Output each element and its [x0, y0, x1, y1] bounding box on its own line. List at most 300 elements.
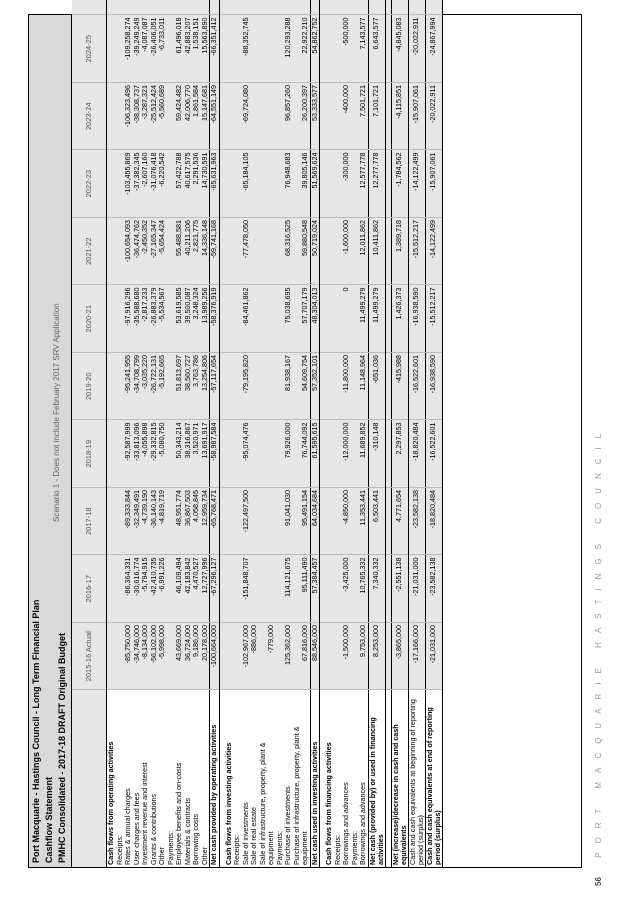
row-label: Cash and cash equivalents at end of reporting period (surplus) — [425, 690, 442, 867]
value-cell: -109,258,274 — [124, 15, 133, 83]
column-header: 2017-18 — [72, 488, 107, 556]
value-cell: 57,384,457 — [310, 555, 320, 623]
value-cell: 1,426,373 — [391, 285, 408, 353]
value-cell: -6,991,226 — [158, 555, 167, 623]
value-cell: 50,719,024 — [310, 218, 320, 286]
row-label: Employee benefits and on-costs — [175, 690, 184, 867]
value-cell — [192, 0, 201, 15]
value-cell: 2,297,853 — [391, 420, 408, 488]
value-cell: 48,951,774 — [175, 488, 184, 556]
value-cell: -95,074,476 — [242, 420, 251, 488]
value-cell: -310,148 — [368, 420, 385, 488]
value-cell: -88,352,745 — [242, 15, 251, 83]
value-cell: -4,739,190 — [141, 488, 150, 556]
value-cell: 38,316,867 — [184, 420, 193, 488]
value-cell — [116, 0, 125, 15]
table-body — [107, 0, 443, 867]
value-cell: -33,813,096 — [133, 420, 142, 488]
value-cell: -151,848,707 — [242, 555, 251, 623]
value-cell: 36,724,000 — [184, 623, 193, 691]
value-cell: 3,248,324 — [192, 285, 201, 353]
value-cell: -5,534,567 — [158, 285, 167, 353]
value-cell: 10,411,862 — [368, 218, 385, 286]
table-row — [310, 0, 320, 867]
value-cell: 50,343,214 — [175, 420, 184, 488]
value-cell — [107, 420, 116, 488]
value-cell — [259, 420, 268, 488]
row-label: Receipts: — [334, 690, 343, 867]
value-cell — [342, 0, 351, 15]
value-cell — [259, 218, 268, 286]
value-cell: -79,195,820 — [242, 353, 251, 421]
value-cell — [150, 0, 159, 15]
value-cell: -42,410,735 — [150, 555, 159, 623]
value-cell — [107, 488, 116, 556]
value-cell: -30,616,774 — [133, 555, 142, 623]
value-cell: -2,817,233 — [141, 285, 150, 353]
value-cell: 68,316,525 — [284, 218, 293, 286]
value-cell — [141, 0, 150, 15]
value-cell: 42,006,770 — [184, 83, 193, 151]
value-cell: 42,183,842 — [184, 555, 193, 623]
value-cell — [107, 623, 116, 691]
value-cell — [325, 488, 334, 556]
value-cell — [167, 0, 176, 15]
value-cell — [425, 0, 442, 15]
row-label: Purchase of investments — [284, 690, 293, 867]
value-cell: -103,455,869 — [124, 150, 133, 218]
value-cell: 91,041,030 — [284, 488, 293, 556]
value-cell: 7,143,577 — [359, 15, 368, 83]
value-cell: 40,617,575 — [184, 150, 193, 218]
value-cell: 40,211,206 — [184, 218, 193, 286]
value-cell: -15,512,217 — [425, 285, 442, 353]
value-cell — [334, 285, 343, 353]
value-cell: 79,926,000 — [284, 420, 293, 488]
value-cell: -106,323,496 — [124, 83, 133, 151]
value-cell: -2,607,160 — [141, 150, 150, 218]
value-cell: 11,499,279 — [368, 285, 385, 353]
value-cell: 8,253,000 — [368, 623, 385, 691]
value-cell: -35,588,680 — [133, 285, 142, 353]
column-header: 2023-24 — [72, 83, 107, 151]
value-cell: -18,820,484 — [408, 420, 425, 488]
value-cell — [250, 0, 259, 15]
value-cell: 10,765,332 — [359, 555, 368, 623]
row-label: Net cash (provided by) or used in financing activities — [368, 690, 385, 867]
value-cell: -100,664,000 — [210, 623, 220, 691]
value-cell — [325, 150, 334, 218]
value-cell: -65,184,105 — [242, 150, 251, 218]
value-cell: -57,117,654 — [210, 353, 220, 421]
value-cell: 42,883,207 — [184, 15, 193, 83]
table-row — [359, 0, 368, 867]
value-cell — [267, 555, 276, 623]
table-row — [425, 0, 442, 867]
value-cell: 59,424,482 — [175, 83, 184, 151]
value-cell: -58,987,584 — [210, 420, 220, 488]
value-cell: -59,741,168 — [210, 218, 220, 286]
value-cell: 39,500,087 — [184, 285, 193, 353]
value-cell: 11,499,279 — [359, 285, 368, 353]
value-cell: -69,724,080 — [242, 83, 251, 151]
value-cell — [259, 488, 268, 556]
value-cell: 20,178,000 — [201, 623, 210, 691]
value-cell: 26,200,397 — [301, 83, 310, 151]
value-cell: -3,425,000 — [342, 555, 351, 623]
value-cell — [133, 0, 142, 15]
value-cell: 15,147,681 — [201, 83, 210, 151]
value-cell: 2,821,775 — [192, 218, 201, 286]
value-cell: -5,080,750 — [158, 420, 167, 488]
table-row — [301, 0, 310, 867]
value-cell: -4,115,851 — [391, 83, 408, 151]
value-cell: -85,750,000 — [124, 623, 133, 691]
value-cell: 12,577,778 — [359, 150, 368, 218]
value-cell: 1,389,718 — [391, 218, 408, 286]
value-cell: -97,916,296 — [124, 285, 133, 353]
value-cell — [250, 488, 259, 556]
table-row — [107, 0, 116, 867]
value-cell: -92,587,999 — [124, 420, 133, 488]
value-cell: -66,351,412 — [210, 15, 220, 83]
value-cell — [267, 218, 276, 286]
value-cell: -5,192,665 — [158, 353, 167, 421]
value-cell: -3,865,000 — [391, 623, 408, 691]
table-row — [267, 0, 276, 867]
value-cell: -5,654,424 — [158, 218, 167, 286]
table-row — [408, 0, 425, 867]
value-cell — [284, 0, 293, 15]
column-header: 2015-16 Actual — [72, 623, 107, 691]
value-cell: -886,000 — [250, 623, 259, 691]
row-label: Payments: — [351, 690, 360, 867]
value-cell — [259, 15, 268, 83]
value-cell — [225, 353, 234, 421]
row-label: Payments: — [276, 690, 285, 867]
value-cell: -15,512,217 — [408, 218, 425, 286]
value-cell: 114,121,675 — [284, 555, 293, 623]
value-cell — [250, 420, 259, 488]
value-cell: 38,560,727 — [184, 353, 193, 421]
value-cell — [225, 0, 234, 15]
value-cell: -12,000,000 — [342, 420, 351, 488]
value-cell: -36,140,143 — [150, 488, 159, 556]
value-cell — [259, 285, 268, 353]
row-label: Investment revenue and interest — [141, 690, 150, 867]
value-cell: 2,291,536 — [192, 150, 201, 218]
value-cell — [250, 353, 259, 421]
value-cell: -89,333,844 — [124, 488, 133, 556]
value-cell: -102,967,000 — [242, 623, 251, 691]
council-name: PORT MACQUARIE HASTINGS COUNCIL — [594, 424, 603, 858]
value-cell: -18,820,484 — [425, 488, 442, 556]
row-label: Materials & contracts — [184, 690, 193, 867]
value-cell: 9,186,000 — [192, 623, 201, 691]
value-cell: -400,000 — [342, 83, 351, 151]
value-cell: 0 — [342, 285, 351, 353]
value-cell: 12,011,862 — [359, 218, 368, 286]
row-label: Borrowings and advances — [359, 690, 368, 867]
row-label: Sale of infrastructure, property, plant & — [259, 690, 268, 867]
value-cell: 14,730,591 — [201, 150, 210, 218]
value-cell — [225, 555, 234, 623]
row-label: Purchase of infrastructure, property, plant & — [293, 690, 302, 867]
value-cell: -17,166,000 — [408, 623, 425, 691]
cashflow-table — [72, 0, 443, 867]
value-cell: 67,816,000 — [301, 623, 310, 691]
value-cell: -26,883,379 — [150, 285, 159, 353]
value-cell: -122,497,500 — [242, 488, 251, 556]
value-cell: 51,813,697 — [175, 353, 184, 421]
row-label: Cash and cash equivalents at beginning of reporting period (surplus) — [408, 690, 425, 867]
value-cell: 81,938,167 — [284, 353, 293, 421]
value-cell: 95,491,154 — [301, 488, 310, 556]
column-header: 2020-21 — [72, 285, 107, 353]
value-cell: -20,022,911 — [408, 15, 425, 83]
value-cell — [267, 353, 276, 421]
table-row — [325, 0, 334, 867]
value-cell: 22,922,210 — [301, 15, 310, 83]
table-row — [342, 0, 351, 867]
value-cell — [233, 0, 242, 15]
value-cell: 61,496,018 — [175, 15, 184, 83]
value-cell — [325, 555, 334, 623]
row-label: Cash flows from investing activities — [225, 690, 234, 867]
value-cell: 96,857,260 — [284, 83, 293, 151]
value-cell: -95,241,955 — [124, 353, 133, 421]
value-cell — [334, 0, 343, 15]
row-label: Sale of investments — [242, 690, 251, 867]
row-label: equipment — [301, 690, 310, 867]
value-cell: 4,771,654 — [391, 488, 408, 556]
value-cell: -16,522,601 — [408, 353, 425, 421]
value-cell: -26,722,131 — [150, 353, 159, 421]
row-label: Cash flows from financing activities — [325, 690, 334, 867]
value-cell: -1,784,562 — [391, 150, 408, 218]
header-label-cell — [72, 690, 107, 867]
row-label: User charges and fees — [133, 690, 142, 867]
row-label: Sale of real estate — [250, 690, 259, 867]
value-cell — [325, 623, 334, 691]
value-cell: -5,794,915 — [141, 555, 150, 623]
value-cell — [325, 285, 334, 353]
value-cell: 12,959,734 — [201, 488, 210, 556]
value-cell — [250, 15, 259, 83]
value-cell: -34,746,000 — [133, 623, 142, 691]
value-cell: -67,296,127 — [210, 555, 220, 623]
value-cell — [267, 420, 276, 488]
value-cell — [201, 0, 210, 15]
column-header: 2018-19 — [72, 420, 107, 488]
table-row — [210, 0, 220, 867]
value-cell: -779,000 — [267, 623, 276, 691]
value-cell — [310, 0, 320, 15]
value-cell — [351, 0, 360, 15]
value-cell: 95,111,490 — [301, 555, 310, 623]
value-cell: -415,988 — [391, 353, 408, 421]
value-cell: -4,850,000 — [342, 488, 351, 556]
value-cell: 76,948,683 — [284, 150, 293, 218]
value-cell — [325, 353, 334, 421]
value-cell: -21,031,000 — [425, 623, 442, 691]
value-cell: -15,907,061 — [408, 83, 425, 151]
value-cell: 3,763,786 — [192, 353, 201, 421]
value-cell: -14,122,499 — [425, 218, 442, 286]
column-header-row — [72, 0, 107, 867]
table-row — [368, 0, 385, 867]
value-cell: 57,422,788 — [175, 150, 184, 218]
column-header: 2024-25 — [72, 15, 107, 83]
value-cell: 6,503,441 — [368, 488, 385, 556]
value-cell — [259, 0, 268, 15]
value-cell — [391, 0, 408, 15]
row-label: Receipts: — [116, 690, 125, 867]
value-cell — [175, 0, 184, 15]
value-cell — [325, 420, 334, 488]
value-cell: -16,938,590 — [408, 285, 425, 353]
value-cell: 36,867,503 — [184, 488, 193, 556]
value-cell: -36,474,762 — [133, 218, 142, 286]
value-cell: 12,277,778 — [368, 150, 385, 218]
value-cell: 7,101,721 — [368, 83, 385, 151]
cashflow-document — [28, 14, 582, 868]
value-cell — [242, 0, 251, 15]
value-cell — [267, 15, 276, 83]
value-cell: 13,254,806 — [201, 353, 210, 421]
row-label: Payments: — [167, 690, 176, 867]
value-cell: 4,058,845 — [192, 488, 201, 556]
value-cell: 53,333,577 — [310, 83, 320, 151]
value-cell — [359, 0, 368, 15]
value-cell: 9,753,000 — [359, 623, 368, 691]
row-label: Borrowing costs — [192, 690, 201, 867]
value-cell: -21,031,000 — [408, 555, 425, 623]
value-cell: -4,819,719 — [158, 488, 167, 556]
value-cell — [259, 555, 268, 623]
value-cell: 1,861,584 — [192, 83, 201, 151]
value-cell: 11,353,441 — [359, 488, 368, 556]
value-cell — [250, 555, 259, 623]
table-row — [250, 0, 259, 867]
value-cell: -651,036 — [368, 353, 385, 421]
value-cell: 11,689,852 — [359, 420, 368, 488]
value-cell: 51,569,624 — [310, 150, 320, 218]
value-cell: -15,907,061 — [425, 150, 442, 218]
row-label: Net (increase)/decrease in cash and cash equivalents — [391, 690, 408, 867]
value-cell: 76,744,092 — [301, 420, 310, 488]
title-line-2: Cashflow Statement — [44, 776, 54, 863]
value-cell — [225, 623, 234, 691]
value-cell: 43,669,000 — [175, 623, 184, 691]
value-cell: 54,609,754 — [301, 353, 310, 421]
value-cell: -16,522,601 — [425, 420, 442, 488]
value-cell: 125,362,000 — [284, 623, 293, 691]
value-cell: 4,470,527 — [192, 555, 201, 623]
value-cell — [107, 353, 116, 421]
value-cell: -16,938,590 — [425, 353, 442, 421]
value-cell: -23,582,138 — [425, 555, 442, 623]
value-cell — [267, 488, 276, 556]
value-cell: -86,364,331 — [124, 555, 133, 623]
value-cell — [259, 353, 268, 421]
table-row — [391, 0, 408, 867]
value-cell: -39,249,249 — [133, 15, 142, 83]
value-cell: 57,707,179 — [301, 285, 310, 353]
value-cell — [325, 0, 334, 15]
value-cell — [184, 0, 193, 15]
value-cell — [107, 555, 116, 623]
value-cell — [107, 218, 116, 286]
value-cell — [210, 0, 220, 15]
value-cell: -34,708,799 — [133, 353, 142, 421]
value-cell — [225, 83, 234, 151]
title-line-3: PMHC Consolidated - 2017-18 DRAFT Original Budget — [57, 632, 67, 863]
table-row — [259, 0, 268, 867]
value-cell: 55,488,581 — [175, 218, 184, 286]
column-header: 2019-20 — [72, 353, 107, 421]
value-cell — [267, 0, 276, 15]
value-cell: -14,122,499 — [408, 150, 425, 218]
row-label: Grants & contributions — [150, 690, 159, 867]
value-cell: -6,733,011 — [158, 15, 167, 83]
value-cell: -26,406,051 — [150, 15, 159, 83]
value-cell: -56,102,000 — [150, 623, 159, 691]
value-cell: -31,076,418 — [150, 150, 159, 218]
value-cell: -20,022,911 — [425, 83, 442, 151]
value-cell: -1,600,000 — [342, 218, 351, 286]
value-cell: -29,332,815 — [150, 420, 159, 488]
value-cell — [124, 0, 133, 15]
value-cell: 57,352,101 — [310, 353, 320, 421]
value-cell — [250, 218, 259, 286]
value-cell: -8,134,000 — [141, 623, 150, 691]
value-cell: 13,691,917 — [201, 420, 210, 488]
row-label: Net cash provided by operating activities — [210, 690, 220, 867]
value-cell — [225, 488, 234, 556]
row-label: Cash flows from operating activities — [107, 690, 116, 867]
page-number: 56 — [594, 877, 603, 886]
value-cell — [301, 0, 310, 15]
column-header: 2022-23 — [72, 150, 107, 218]
value-cell: -5,998,000 — [158, 623, 167, 691]
value-cell: -3,035,220 — [141, 353, 150, 421]
value-cell: 12,727,996 — [201, 555, 210, 623]
value-cell: 15,563,890 — [201, 15, 210, 83]
value-cell: 75,038,695 — [284, 285, 293, 353]
value-cell — [293, 0, 302, 15]
value-cell: -25,512,424 — [150, 83, 159, 151]
value-cell: 7,501,721 — [359, 83, 368, 151]
value-cell — [107, 285, 116, 353]
value-cell — [250, 83, 259, 151]
value-cell — [325, 15, 334, 83]
table-row — [225, 0, 234, 867]
value-cell: -37,382,345 — [133, 150, 142, 218]
value-cell: -300,000 — [342, 150, 351, 218]
value-cell — [267, 285, 276, 353]
value-cell: 3,520,971 — [192, 420, 201, 488]
value-cell: 14,336,148 — [201, 218, 210, 286]
value-cell — [107, 150, 116, 218]
value-cell: -2,551,138 — [391, 555, 408, 623]
row-label: Rates & annual charges — [124, 690, 133, 867]
title-line-1: Port Macquarie - Hastings Council - Long Term Financial Plan — [31, 599, 41, 863]
scenario-note: Scenario 1 - Does not include February 2017 SRV Application — [52, 303, 61, 522]
value-cell: -3,287,321 — [141, 83, 150, 151]
value-cell: 48,304,013 — [310, 285, 320, 353]
table-row — [242, 0, 251, 867]
